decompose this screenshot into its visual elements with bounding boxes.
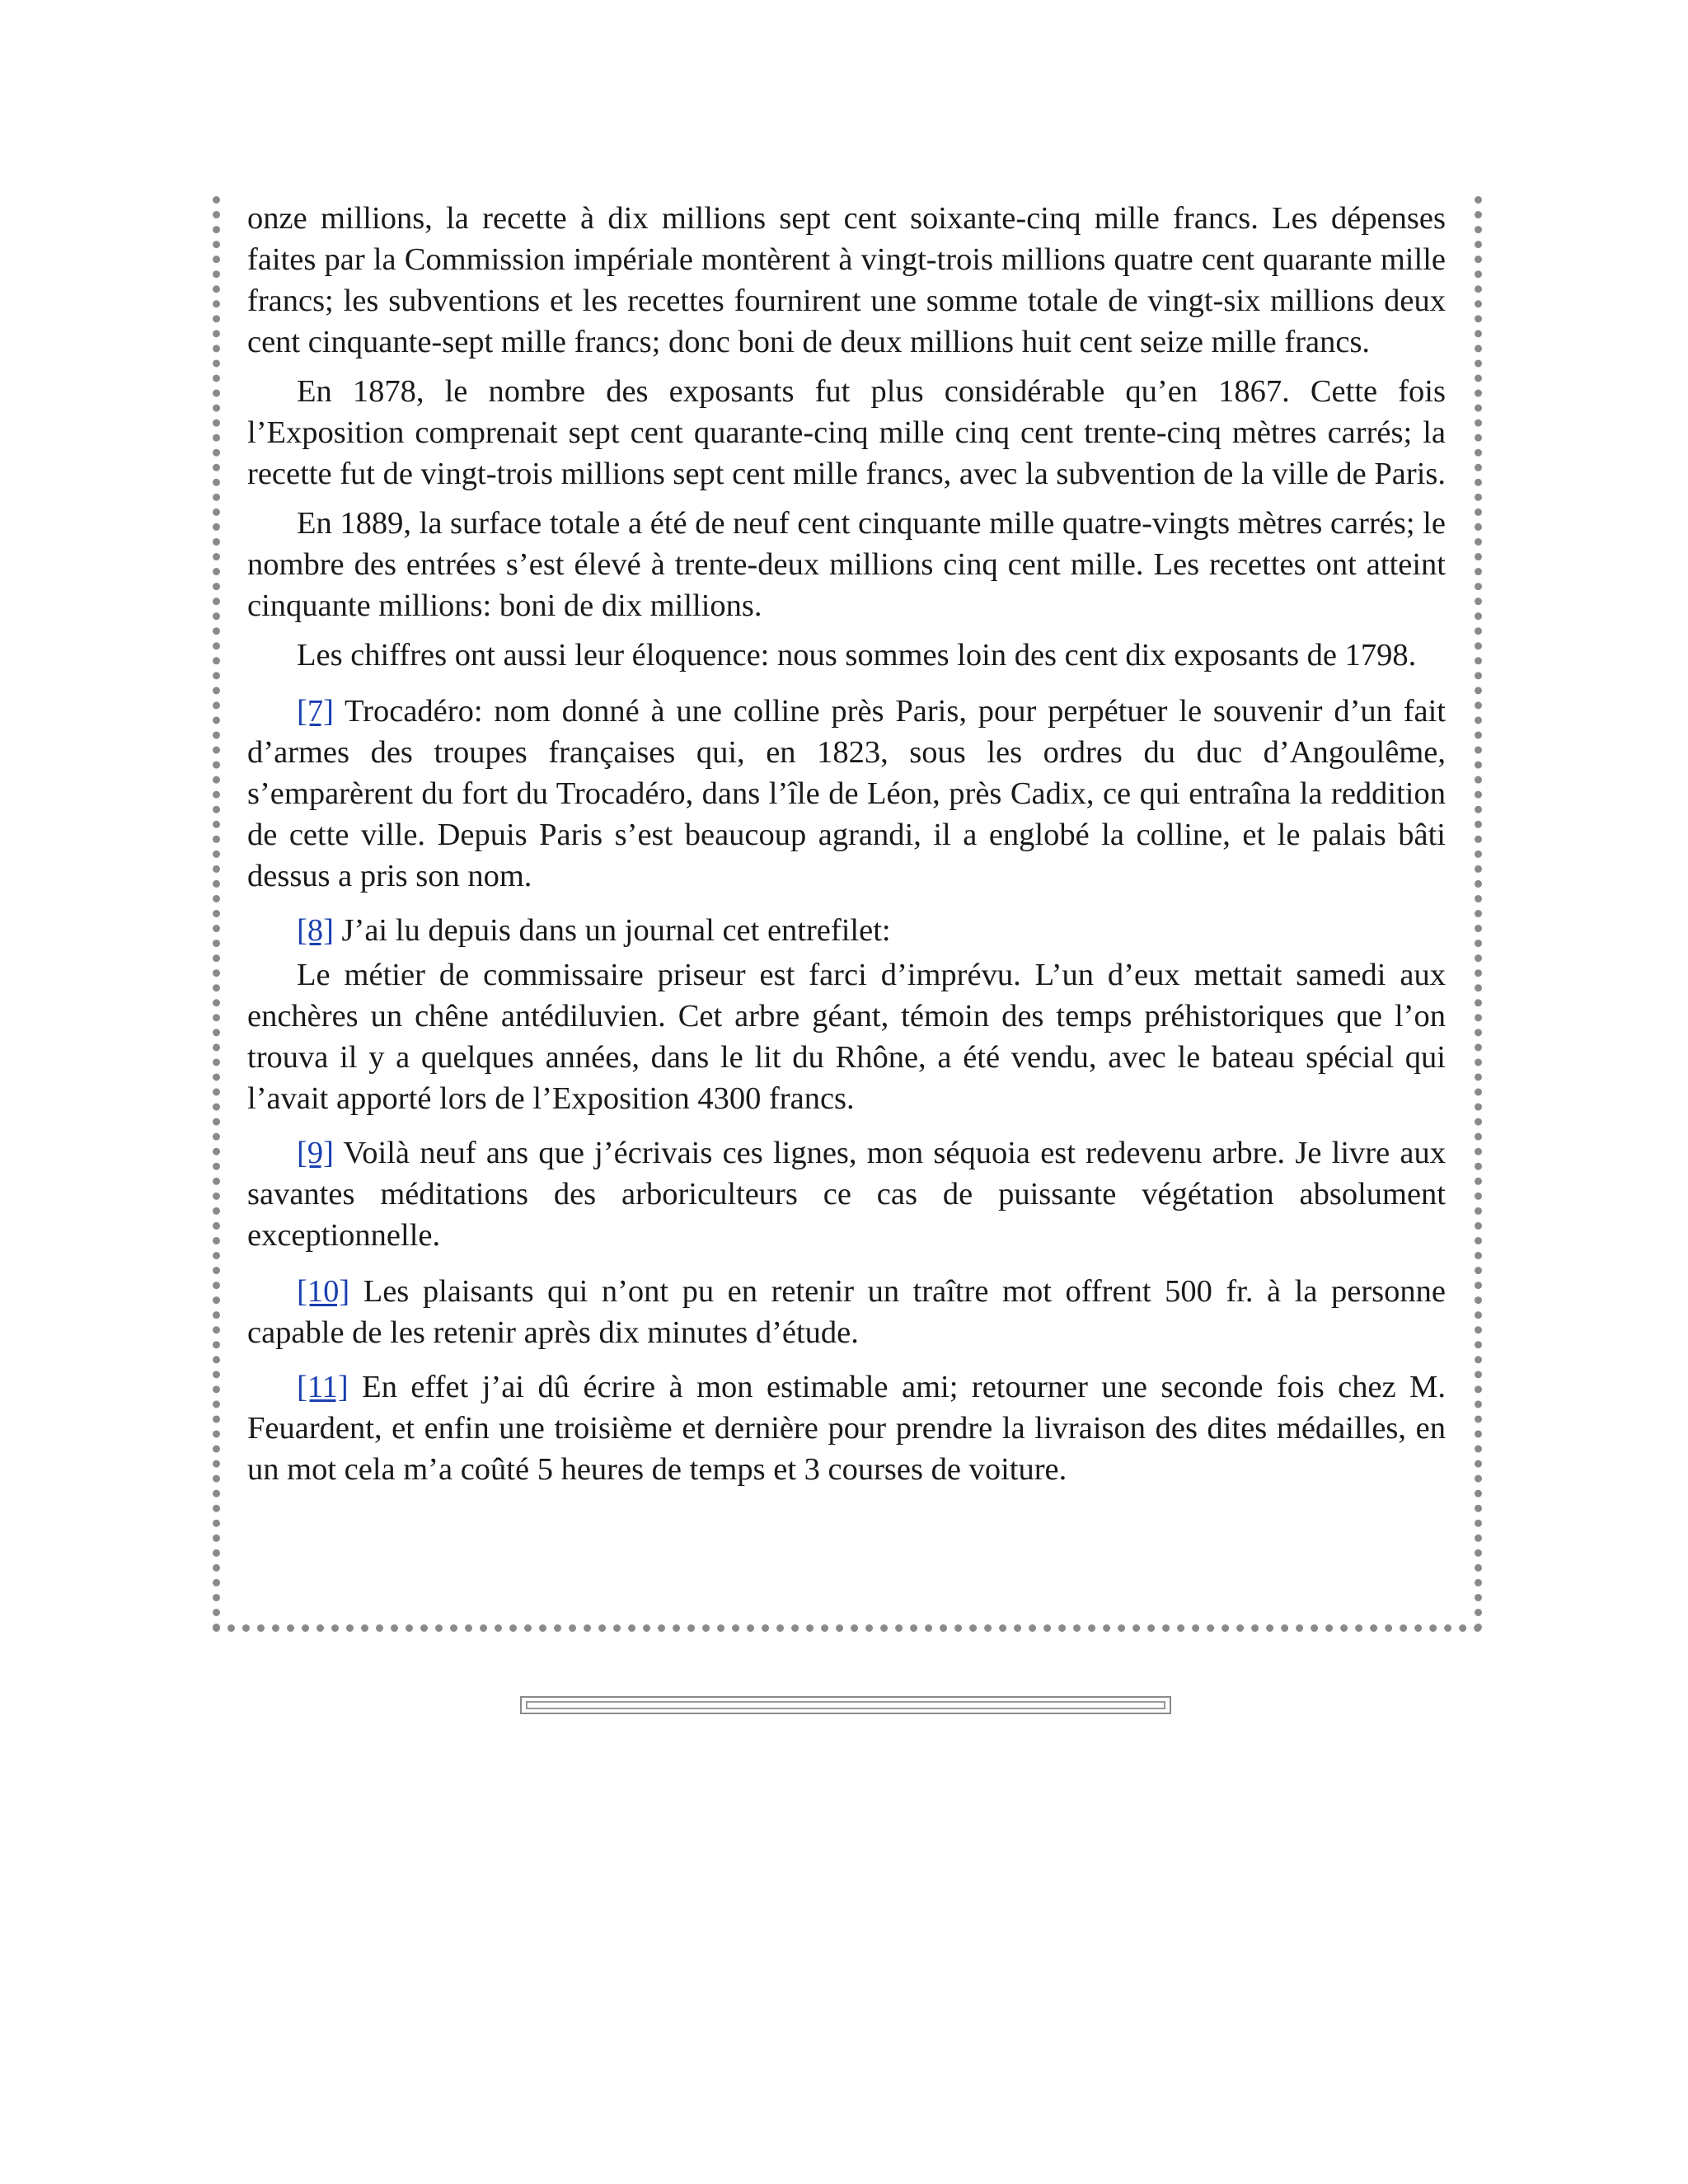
footnote-link-8[interactable]: [8]: [297, 913, 334, 948]
footnote-8: [247, 910, 1446, 951]
text-paragraph: onze millions, la recette à dix millions sept cent soixante-cinq mille francs. Les dépenses faites par la Commission impériale montèrent à vingt-trois millions quatre cent quarante mille francs; les subventions et les recettes fournirent une somme totale de vingt-six millions deux cent cinquante-sept mille francs; donc boni de deux millions huit cent seize mille francs.: [247, 201, 1446, 359]
footnote-11: [247, 1366, 1446, 1490]
footnote-link-9[interactable]: [9]: [297, 1136, 334, 1170]
footnote-7: [247, 691, 1446, 897]
footnotes-box: [213, 196, 1482, 1632]
footnote-text: J’ai lu depuis dans un journal cet entrefilet:: [333, 913, 891, 948]
text-paragraph: En 1889, la surface totale a été de neuf cent cinquante mille quatre-vingts mètres carrés; le nombre des entrées s’est élevé à trente-deux millions cinq cent mille. Les recettes ont atteint cinquante millions: boni de dix millions.: [247, 506, 1446, 623]
text-paragraph: En 1878, le nombre des exposants fut plus considérable qu’en 1867. Cette fois l’Exposition comprenait sept cent quarante-cinq mille cinq cent trente-cinq mètres carrés; la recette fut de vingt-trois millions sept cent mille francs, avec la subvention de la ville de Paris.: [247, 374, 1447, 491]
footnote-link-7[interactable]: [7]: [297, 694, 334, 729]
footnote-8-continuation: Le métier de commissaire priseur est farci d’imprévu. L’un d’eux mettait samedi aux enchères un chêne antédiluvien. Cet arbre géant, témoin des temps préhistoriques que l’on trouva il y a quelques années, dans le lit du Rhône, a été vendu, avec le bateau spécial qui l’avait apporté lors de l’Exposition 4300 francs.: [247, 958, 1446, 1116]
footnote-link-11[interactable]: [11]: [297, 1370, 349, 1404]
footnote-text: Trocadéro: nom donné à une colline près Paris, pour perpétuer le souvenir d’un fait d’armes des troupes françaises qui, en 1823, sous les ordres du duc d’Angoulême, s’emparèrent du fort du Trocadéro, dans l’île de Léon, près Cadix, ce qui entraîna la reddition de cette ville. Depuis Paris s’est beaucoup agrandi, il a englobé la colline, et le palais bâti dessus a pris son nom.: [247, 694, 1446, 893]
text-paragraph: Les chiffres ont aussi leur éloquence: nous sommes loin des cent dix exposants de 1798.: [297, 638, 1417, 673]
footnote-text: Voilà neuf ans que j’écrivais ces lignes, mon séquoia est redevenu arbre. Je livre aux savantes méditations des arboriculteurs ce cas de puissante végétation absolument exceptionnelle.: [247, 1136, 1446, 1253]
end-of-chapter-rule: [520, 1696, 1171, 1714]
footnote-text: En effet j’ai dû écrire à mon estimable ami; retourner une seconde fois chez M. Feuardent, et enfin une troisième et dernière pour prendre la livraison des dites médailles, en un mot cela m’a coûté 5 heures de temps et 3 courses de voiture.: [247, 1370, 1446, 1487]
footnote-text: Les plaisants qui n’ont pu en retenir un traître mot offrent 500 fr. à la personne capable de les retenir après dix minutes d’étude.: [247, 1274, 1446, 1350]
footnote-link-10[interactable]: [10]: [297, 1274, 350, 1309]
footnote-10: [247, 1271, 1446, 1353]
end-rule-inner-line: [526, 1701, 1165, 1709]
footnote-9: [247, 1132, 1446, 1256]
